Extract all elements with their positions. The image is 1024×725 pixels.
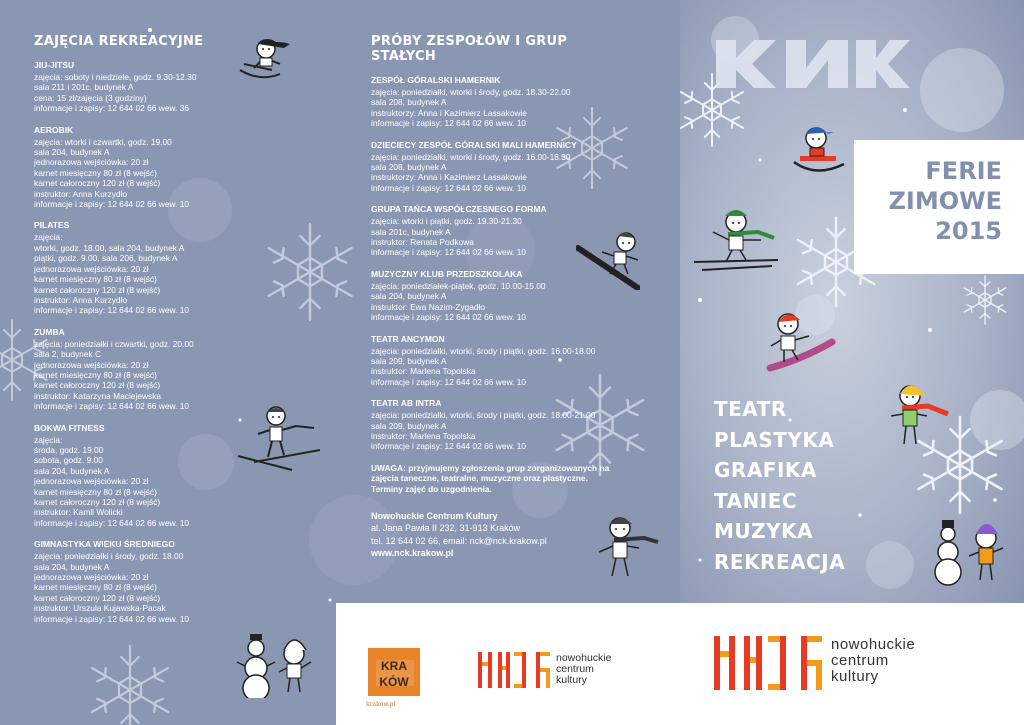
nck-logo-large-text: [831, 637, 915, 684]
snowman-icon: [236, 628, 324, 698]
activity-detail: instruktor: Urszula Kujawska-Pacak: [34, 603, 166, 614]
ensembles-heading: PRÓBY ZESPOŁÓW I GRUP STAŁYCH: [371, 34, 568, 64]
cover-menu-item: TEATR: [714, 397, 787, 421]
activity-detail: instruktorzy: Anna i Kazimierz Lassakowie: [371, 107, 527, 118]
activity-detail: informacje i zapisy: 12 644 02 66 wew. 10: [34, 305, 190, 316]
activity-detail: informacje i zapisy: 12 644 02 66 wew. 10: [34, 401, 190, 412]
activity-detail: zajęcia: poniedziałek-piątek, godz. 10.00-15.00: [371, 280, 546, 291]
nck-name-line: kultury: [556, 674, 587, 687]
activity-title: ZESPÓŁ GÓRALSKI HAMERNIK: [371, 75, 501, 85]
activity-detail: instruktor: Marlena Topolska: [371, 430, 476, 441]
activity-detail: zajęcia:: [34, 434, 63, 445]
krakow-caption: krakow.pl: [366, 701, 396, 708]
activity-detail: zajęcia: poniedziałki i środy, godz. 18.00: [34, 551, 184, 562]
activity-detail: karnet całoroczny 120 zł (8 wejść): [34, 592, 161, 603]
organization-phone-email[interactable]: tel. 12 644 02 66, email: nck@nck.krakow.pl: [371, 535, 547, 546]
activity-detail: informacje i zapisy: 12 644 02 66 wew. 10: [371, 376, 527, 387]
recreation-column: [34, 34, 264, 635]
activity-detail: zajęcia: soboty i niedziele, godz. 9.30-12.30: [34, 72, 197, 82]
activity-block: [371, 140, 636, 194]
nck-logo-small-text: [556, 653, 611, 686]
activity-detail: informacje i zapisy: 12 644 02 66 wew. 36: [34, 103, 190, 114]
activity-detail: karnet całoroczny 120 zł (8 wejść): [34, 178, 161, 189]
nck-name-line: nowohuckie: [556, 652, 612, 664]
nck-name-line: nowohuckie: [831, 636, 916, 653]
cover-menu-item: REKREACJA: [714, 549, 846, 574]
cover-title-line: FERIE: [925, 157, 1002, 185]
activity-detail: sala 208, budynek A: [371, 97, 447, 108]
activity-detail: karnet całoroczny 120 zł (8 wejść): [34, 497, 161, 507]
activity-title: JIU-JITSU: [34, 60, 75, 70]
activity-detail: informacje i zapisy: 12 644 02 66 wew. 10: [371, 182, 527, 193]
activity-block: [371, 269, 636, 323]
activity-detail: sala 201c, budynek A: [371, 226, 451, 237]
contact-block: [371, 510, 636, 560]
cover-menu-item: MUZYKA: [714, 519, 814, 543]
cover-menu-item: PLASTYKA: [714, 427, 835, 452]
warning-line: UWAGA: przyjmujemy zgłoszenia grup zorganizowanych na: [371, 462, 610, 473]
activity-detail: zajęcia: poniedziałki, wtorki, środy i piątki, godz. 16.00-18.00: [371, 345, 596, 356]
activity-detail: wtorki, godz. 18.00, sala 204, budynek A: [34, 242, 185, 253]
activity-detail: karnet całoroczny 120 zł (8 wejść): [34, 284, 161, 295]
activity-detail: instruktor: Kamil Wolicki: [34, 507, 123, 518]
activity-block: [34, 327, 264, 412]
activity-title: BOKWA FITNESS: [34, 422, 105, 433]
activity-detail: informacje i zapisy: 12 644 02 66 wew. 10: [371, 441, 527, 452]
activity-detail: zajęcia: poniedziałki, wtorki, środy i piątki, godz. 18.00-21.00: [371, 410, 596, 421]
krakow-logo-line: KRA: [381, 659, 407, 673]
activity-detail: instruktor: Ewa Nazim-Zygadło: [371, 301, 486, 312]
warning-line: zajęcia taneczne, teatralne, muzyczne oraz plastyczne.: [371, 473, 588, 484]
activity-detail: sala 209, budynek A: [371, 420, 447, 431]
krakow-logo: [366, 646, 422, 702]
krakow-logo-line: KÓW: [379, 675, 409, 689]
activity-detail: karnet całoroczny 120 zł (8 wejść): [34, 380, 161, 391]
cover-title: [854, 140, 1024, 274]
activity-block: [34, 220, 264, 315]
activity-detail: zajęcia: poniedziałki, wtorki i środy, godz. 16.00-18.30: [371, 151, 571, 162]
activity-block: [34, 423, 264, 529]
activity-detail: zajęcia: wtorki i piątki, godz. 19.30-21.30: [371, 216, 522, 227]
skiing-kid-icon: [692, 204, 782, 274]
activity-block: [34, 125, 264, 210]
ensembles-column: [371, 34, 636, 560]
activity-detail: sobota, godz. 9.00: [34, 455, 103, 466]
snowman-icon: [930, 510, 1010, 588]
activity-title: TEATR ANCYMON: [371, 333, 445, 344]
activity-title: PILATES: [34, 220, 70, 231]
activity-detail: jednorazowa wejściówka: 20 zł: [34, 572, 149, 583]
cover-menu: [714, 394, 845, 577]
nck-logo-large-mark: [714, 636, 822, 690]
recreation-heading: ZAJĘCIA REKREACYJNE: [34, 34, 204, 49]
activity-title: DZIECIECY ZESPÓŁ GÓRALSKI MALI HAMERNICY: [371, 139, 577, 150]
activity-detail: instruktor: Marlena Topolska: [371, 366, 476, 377]
activity-detail: informacje i zapisy: 12 644 02 66 wew. 10: [34, 613, 190, 624]
activity-detail: informacje i zapisy: 12 644 02 66 wew. 10: [34, 517, 190, 528]
warning-note: [371, 463, 636, 494]
activity-detail: zajęcia:: [34, 232, 63, 243]
activity-block: [34, 60, 264, 114]
activity-title: GRUPA TAŃCA WSPÓŁCZESNEGO FORMA: [371, 204, 547, 215]
cover-menu-item: TANIEC: [714, 488, 798, 513]
sledding-kid-icon: [790, 122, 850, 178]
activity-detail: jednorazowa wejściówka: 20 zł: [34, 263, 149, 274]
cover-title-line: ZIMOWE: [888, 187, 1002, 215]
activity-detail: jednorazowa wejściówka: 20 zł: [34, 359, 149, 370]
activity-detail: sala 204, budynek A: [34, 465, 110, 476]
activity-detail: sala 204, budynek A: [34, 147, 110, 158]
snowboarding-kid-icon: [766, 308, 836, 376]
activity-detail: karnet miesięczny 80 zł (8 wejść): [34, 167, 157, 178]
activity-title: TEATR AB INTRA: [371, 398, 442, 409]
activity-title: MUZYCZNY KLUB PRZEDSZKOLAKA: [371, 268, 523, 279]
activity-detail: karnet miesięczny 80 zł (8 wejść): [34, 582, 157, 593]
activity-detail: sala 208, budynek A: [371, 162, 447, 173]
activity-detail: informacje i zapisy: 12 644 02 66 wew. 10: [34, 199, 190, 210]
activity-detail: sala 2, budynek C: [34, 349, 102, 360]
activity-block: [371, 334, 636, 388]
activity-title: AEROBIK: [34, 124, 74, 135]
activity-title: ZUMBA: [34, 326, 65, 337]
activity-detail: zajęcia: poniedziałki i czwartki, godz. 20.00: [34, 338, 194, 349]
activity-title: GIMNASTYKA WIEKU ŚREDNIEGO: [34, 539, 175, 550]
cover-menu-item: GRAFIKA: [714, 458, 817, 482]
nck-name-line: kultury: [831, 667, 879, 685]
activity-block: [34, 539, 264, 624]
activity-detail: jednorazowa wejściówka: 20 zł: [34, 157, 149, 168]
activity-detail: instruktor: Anna Kurzydło: [34, 188, 128, 199]
activity-detail: instruktor: Renata Podkowa: [371, 237, 474, 248]
cover-title-line: 2015: [935, 217, 1002, 245]
activity-detail: sala 204, budynek A: [34, 561, 110, 572]
activity-block: [371, 398, 636, 452]
activity-detail: cena: 15 zł/zajęcia (3 godziny): [34, 92, 147, 103]
activity-detail: informacje i zapisy: 12 644 02 66 wew. 10: [371, 118, 527, 129]
activity-detail: zajęcia: poniedziałki, wtorki i środy, godz. 18.30-22.00: [371, 87, 571, 97]
organization-name: Nowohuckie Centrum Kultury: [371, 510, 498, 521]
organization-address: al. Jana Pawła II 232, 31-913 Kraków: [371, 523, 521, 534]
nck-name-line: centrum: [831, 651, 889, 669]
nck-name-line: centrum: [556, 663, 594, 676]
organization-website-link[interactable]: www.nck.krakow.pl: [371, 548, 454, 559]
activity-detail: piątki, godz. 9.00, sala 206, budynek A: [34, 253, 178, 264]
activity-detail: zajęcia: wtorki i czwartki, godz. 19.00: [34, 136, 172, 147]
activity-detail: sala 209, budynek A: [371, 355, 447, 366]
activity-detail: karnet miesięczny 80 zł (8 wejść): [34, 369, 157, 380]
activity-block: [371, 204, 636, 258]
activity-detail: sala 204, budynek A: [371, 291, 447, 302]
activity-detail: instruktor: Anna Kurzydło: [34, 294, 128, 305]
nck-logo-small-mark: [478, 652, 550, 688]
activity-detail: sala 211 i 201c, budynek A: [34, 82, 134, 93]
logo-strip: [336, 603, 1024, 725]
warning-line: Terminy zajęć do uzgodnienia.: [371, 483, 492, 494]
activity-detail: karnet miesięczny 80 zł (8 wejść): [34, 486, 157, 497]
activity-detail: karnet miesięczny 80 zł (8 wejść): [34, 274, 157, 285]
activity-detail: środa, godz. 19.00: [34, 444, 104, 455]
activity-block: [371, 75, 636, 129]
activity-detail: instruktor: Katarzyna Maciejewska: [34, 390, 162, 401]
activity-detail: jednorazowa wejściówka: 20 zł: [34, 476, 149, 487]
activity-detail: informacje i zapisy: 12 644 02 66 wew. 10: [371, 247, 527, 258]
kid-with-scarf-icon: [886, 380, 952, 450]
activity-detail: instruktorzy: Anna i Kazimierz Lassakowie: [371, 172, 527, 183]
activity-detail: informacje i zapisy: 12 644 02 66 wew. 10: [371, 312, 527, 323]
